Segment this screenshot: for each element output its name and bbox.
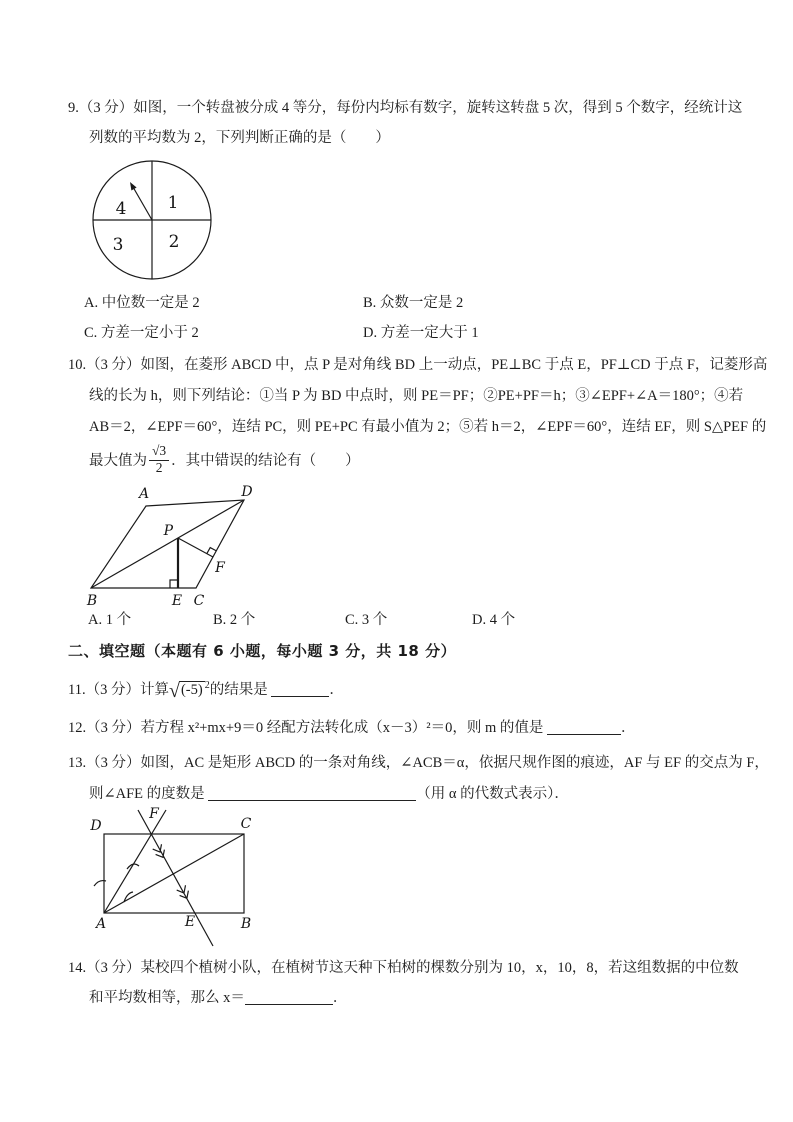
q12-line: [68, 718, 635, 738]
q11-suffix: 的结果是: [209, 681, 268, 698]
q9-option-d: D. 方差一定大于 1: [363, 325, 479, 341]
spinner-figure: [85, 158, 225, 286]
q12-period: ．: [620, 720, 636, 736]
segment-PF: [178, 538, 213, 557]
spinner-number-3: 3: [112, 235, 124, 255]
rectangle-figure: [90, 806, 270, 951]
q14-answer-blank: [245, 990, 333, 1005]
q10-option-a: A. 1 个: [88, 612, 132, 628]
q10-option-b: B. 2 个: [213, 612, 256, 628]
q10-line4-prefix: 最大值为: [89, 453, 147, 469]
spinner-number-2: 2: [168, 232, 180, 252]
spinner-number-1: 1: [167, 193, 179, 213]
q9-option-b: B. 众数一定是 2: [363, 295, 464, 311]
section-2-header: 二、填空题（本题有 6 小题，每小题 3 分，共 18 分）: [68, 642, 457, 660]
rhombus-label-P: P: [163, 523, 173, 539]
right-angle-mark-E: [170, 580, 178, 588]
q10-line-3: AB＝2，∠EPF＝60°，连结 PC，则 PE+PC 有最小值为 2；⑤若 h＝2，∠EPF＝60°，连结 EF，则 S△PEF 的: [89, 419, 767, 435]
q10-option-c: C. 3 个: [345, 612, 388, 628]
rhombus-label-B: B: [86, 593, 98, 609]
rhombus-figure: [78, 484, 308, 609]
radicand: (-5): [180, 681, 203, 698]
sqrt-expression: [168, 679, 210, 702]
q10-line-4: [89, 443, 360, 479]
fraction-denominator: 2: [155, 459, 163, 475]
q14-line-2: [89, 988, 347, 1008]
radicand-exponent: 2: [204, 680, 210, 691]
q13-line-2: [89, 784, 569, 804]
q13-line-1: 13.（3 分）如图，AC 是矩形 ABCD 的一条对角线，∠ACB＝α，依据尺规作图的痕迹，AF 与 EF 的交点为 F，: [68, 755, 769, 771]
q12-answer-blank: [547, 720, 621, 735]
q13-line2-prefix: 则∠AFE 的度数是: [89, 786, 205, 802]
arc-mark-on-AF: [127, 864, 139, 869]
rect-label-E: E: [184, 914, 196, 930]
rhombus-label-C: C: [193, 593, 205, 609]
q11-line: [68, 676, 344, 701]
q11-prefix: 11.（3 分）计算: [68, 681, 169, 698]
q11-period: ．: [329, 681, 344, 698]
rhombus-label-D: D: [241, 484, 253, 500]
rhombus-label-A: A: [138, 486, 150, 502]
rect-label-D: D: [90, 818, 102, 834]
q14-line2-prefix: 和平均数相等，那么 x＝: [89, 990, 245, 1006]
diagonal-AC: [104, 834, 244, 913]
fraction-sqrt3-over-2: [149, 444, 169, 476]
line-FE: [138, 810, 213, 946]
q9-option-c: C. 方差一定小于 2: [84, 325, 199, 341]
radical-sign: √: [168, 679, 179, 702]
q11-answer-blank: [271, 682, 329, 697]
q13-answer-blank: [208, 786, 416, 801]
q9-option-a: A. 中位数一定是 2: [84, 295, 200, 311]
q14-period: ．: [332, 990, 348, 1006]
spinner-arrowhead-icon: [130, 182, 137, 191]
q10-line-2: 线的长为 h，则下列结论：①当 P 为 BD 中点时，则 PE＝PF；②PE+PF＝h；③∠EPF+∠A＝180°；④若: [89, 388, 744, 404]
q9-line-1: 9.（3 分）如图，一个转盘被分成 4 等分，每份内均标有数字，旋转这转盘 5 次，得到 5 个数字，经统计这: [68, 100, 743, 116]
q10-option-d: D. 4 个: [472, 612, 516, 628]
q10-line4-suffix: ．其中错误的结论有（ ）: [171, 453, 360, 469]
rect-label-F: F: [149, 806, 159, 822]
rect-label-A: A: [95, 916, 107, 932]
fraction-numerator: √3: [149, 444, 169, 461]
q12-text: 12.（3 分）若方程 x²+mx+9＝0 经配方法转化成（x－3）²＝0，则 m 的值是: [68, 720, 544, 736]
ray-AF: [104, 810, 166, 913]
q9-line-2: 列数的平均数为 2，下列判断正确的是（ ）: [89, 130, 390, 146]
q13-line2-suffix: （用 α 的代数式表示）．: [416, 786, 569, 802]
q10-line-1: 10.（3 分）如图，在菱形 ABCD 中，点 P 是对角线 BD 上一动点，PE⊥BC 于点 E，PF⊥CD 于点 F，记菱形高: [68, 357, 768, 373]
spinner-arrow: [133, 187, 152, 220]
rhombus-label-F: F: [215, 560, 225, 576]
spinner-number-4: 4: [115, 199, 127, 219]
rhombus-label-E: E: [171, 593, 183, 609]
rect-label-B: B: [240, 916, 252, 932]
q14-line-1: 14.（3 分）某校四个植树小队，在植树节这天种下柏树的棵数分别为 10，x，10，8，若这组数据的中位数: [68, 960, 739, 976]
rect-label-C: C: [240, 816, 252, 832]
